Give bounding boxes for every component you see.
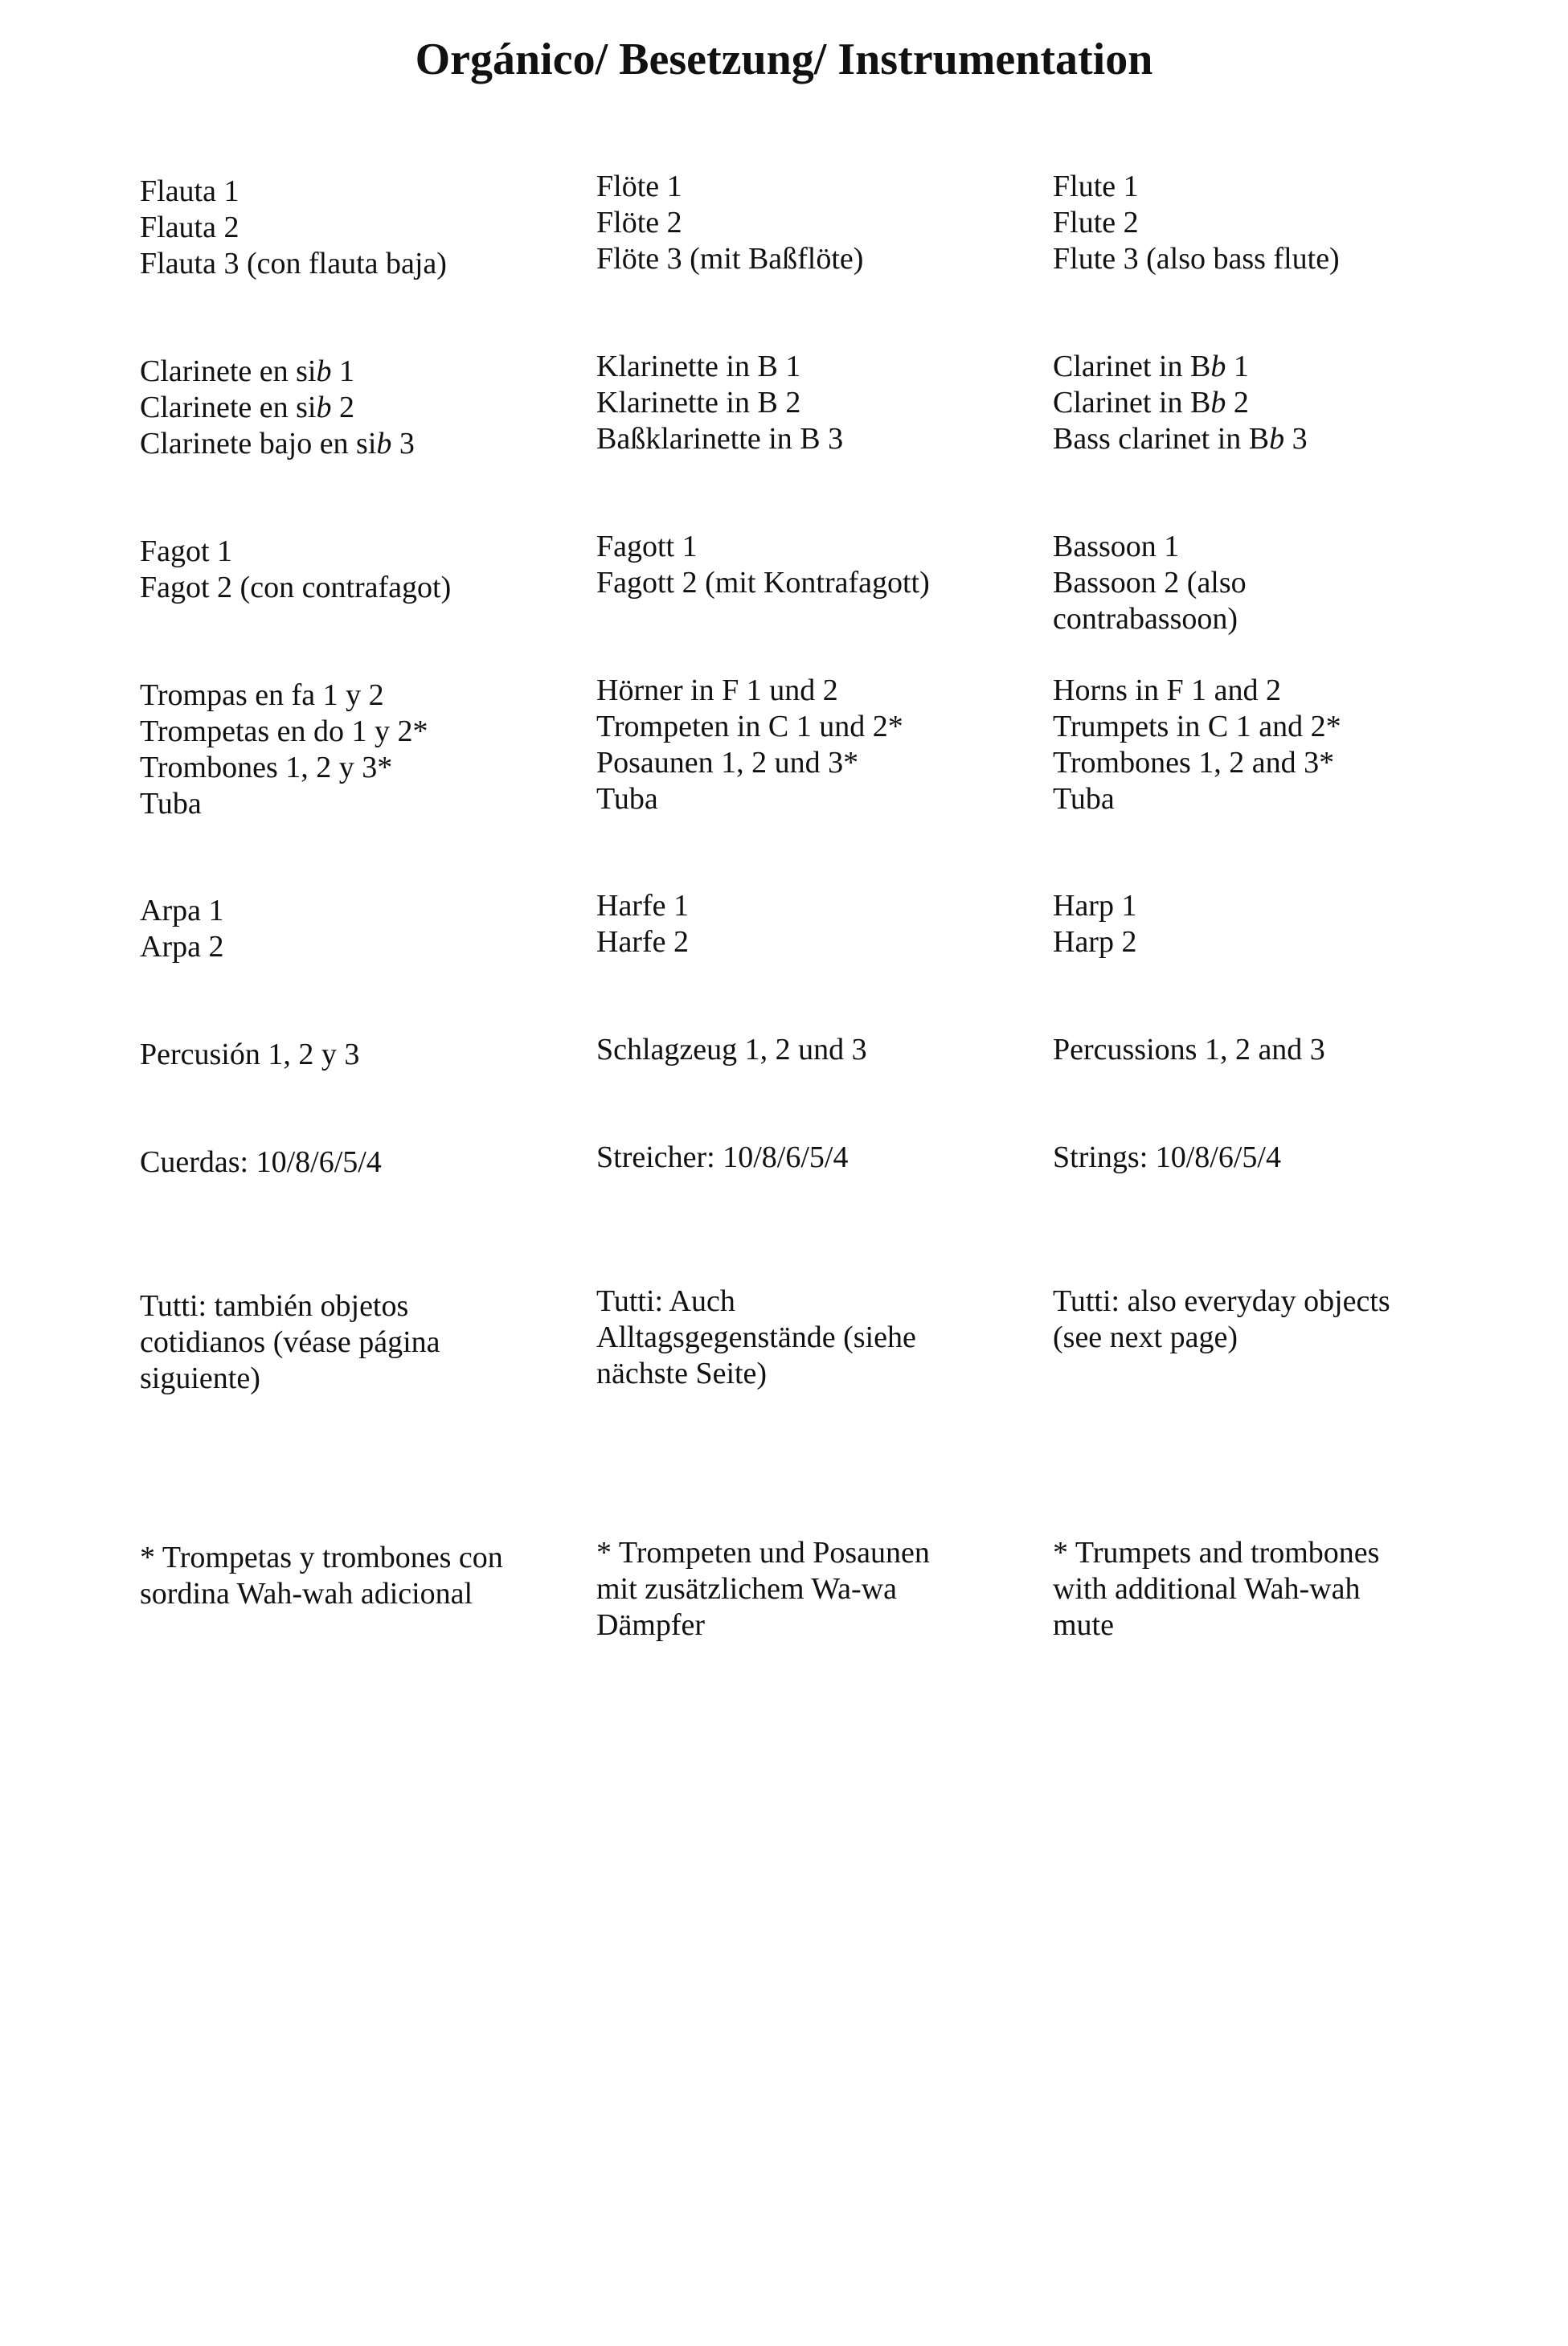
text-line: Arpa 2 [140,930,224,964]
text-line: Harfe 1 [596,889,689,923]
text-line: Percusión 1, 2 y 3 [140,1038,360,1071]
column-german [596,1032,1014,1068]
text-line: Flöte 3 (mit Baßflöte) [596,242,864,276]
text-line: Flute 1 [1053,170,1139,203]
text-line: Tuba [596,782,658,816]
text-line: Trompetas en do 1 y 2* [140,714,428,748]
text-line: Flauta 2 [140,211,239,244]
text-line: Hörner in F 1 und 2 [596,674,838,707]
column-english [1053,169,1455,277]
section-tutti [0,1284,1568,1444]
page-title: Orgánico/ Besetzung/ Instrumentation [415,35,1153,84]
section-harps [0,888,1568,1049]
column-german [596,1284,942,1392]
text-line: Trombones 1, 2 and 3* [1053,746,1335,780]
text-line: Trompas en fa 1 y 2 [140,678,384,712]
column-spanish [140,1037,558,1073]
text-line: Clarinete en sib 2 [140,391,354,424]
text-line: Tutti: also everyday objects (see next page) [1053,1284,1390,1354]
text-line: Arpa 1 [140,894,224,927]
text-line: Harp 1 [1053,889,1137,923]
section-bassoons [0,529,1568,690]
text-line: Bassoon 1 [1053,530,1180,563]
footnote-text: * Trumpets and trombones with additional Wah-wah mute [1053,1536,1380,1642]
text-line: Klarinette in B 1 [596,350,801,383]
section-flutes [0,169,1568,330]
text-line: Flauta 1 [140,174,239,208]
column-german [596,673,1014,817]
column-spanish [140,174,558,282]
text-line: Bassoon 2 (also contrabassoon) [1053,566,1247,636]
text-line: Clarinet in Bb 2 [1053,386,1249,420]
text-line: Posaunen 1, 2 und 3* [596,746,859,780]
column-spanish [140,1144,558,1181]
section-strings [0,1140,1568,1300]
text-line: Tuba [140,787,202,821]
flat-symbol: b [1269,422,1285,456]
text-line: Fagot 2 (con contrafagot) [140,571,452,604]
text-line: Klarinette in B 2 [596,386,801,420]
flat-symbol: b [1210,386,1226,420]
text-line: Schlagzeug 1, 2 und 3 [596,1033,867,1067]
text-line: Flöte 1 [596,170,682,203]
text-line: Tutti: Auch Alltagsgegenstände (siehe nächste Seite) [596,1284,916,1390]
text-line: Clarinete bajo en sib 3 [140,427,415,461]
text-line: Harfe 2 [596,925,689,959]
flat-symbol: b [1210,350,1226,383]
column-english [1053,349,1455,457]
text-line: Percussions 1, 2 and 3 [1053,1033,1325,1067]
text-line: Clarinet in Bb 1 [1053,350,1249,383]
text-line: Fagott 2 (mit Kontrafagott) [596,566,930,600]
footnote-text: * Trompeten und Posaunen mit zusätzlichem Wa-wa Dämpfer [596,1536,930,1642]
column-spanish [140,354,558,462]
column-spanish [140,1540,542,1612]
text-line: Bass clarinet in Bb 3 [1053,422,1308,456]
text-line: Flute 2 [1053,206,1139,240]
column-english [1053,1284,1439,1356]
column-german [596,1140,1014,1176]
section-brass [0,673,1568,833]
text-line: Horns in F 1 and 2 [1053,674,1281,707]
text-line: Tutti: también objetos cotidianos (véase página siguiente) [140,1289,440,1395]
column-english [1053,673,1455,817]
column-spanish [140,893,558,965]
text-line: Trombones 1, 2 y 3* [140,751,393,784]
text-line: Fagott 1 [596,530,698,563]
section-footnote [0,1535,1568,1696]
column-spanish [140,678,558,822]
text-line: Trompeten in C 1 und 2* [596,710,903,743]
flat-symbol: b [316,354,332,388]
column-german [596,349,1014,457]
text-line: Tuba [1053,782,1115,816]
column-german [596,529,1014,601]
column-german [596,888,1014,960]
text-line: Streicher: 10/8/6/5/4 [596,1140,849,1174]
text-line: Baßklarinette in B 3 [596,422,844,456]
column-spanish [140,1288,477,1397]
section-clarinets [0,349,1568,510]
column-english [1053,1535,1414,1644]
text-line: Flauta 3 (con flauta baja) [140,247,447,280]
column-german [596,169,1014,277]
text-line: Strings: 10/8/6/5/4 [1053,1140,1281,1174]
text-line: Clarinete en sib 1 [140,354,354,388]
column-english [1053,529,1294,637]
column-german [596,1535,974,1644]
text-line: Trumpets in C 1 and 2* [1053,710,1341,743]
text-line: Flute 3 (also bass flute) [1053,242,1340,276]
column-english [1053,1140,1455,1176]
column-spanish [140,534,558,606]
text-line: Fagot 1 [140,534,233,568]
flat-symbol: b [376,427,392,461]
text-line: Cuerdas: 10/8/6/5/4 [140,1145,382,1179]
footnote-text: * Trompetas y trombones con sordina Wah-wah adicional [140,1541,503,1611]
flat-symbol: b [316,391,332,424]
text-line: Harp 2 [1053,925,1137,959]
column-english [1053,1032,1455,1068]
text-line: Flöte 2 [596,206,682,240]
column-english [1053,888,1455,960]
